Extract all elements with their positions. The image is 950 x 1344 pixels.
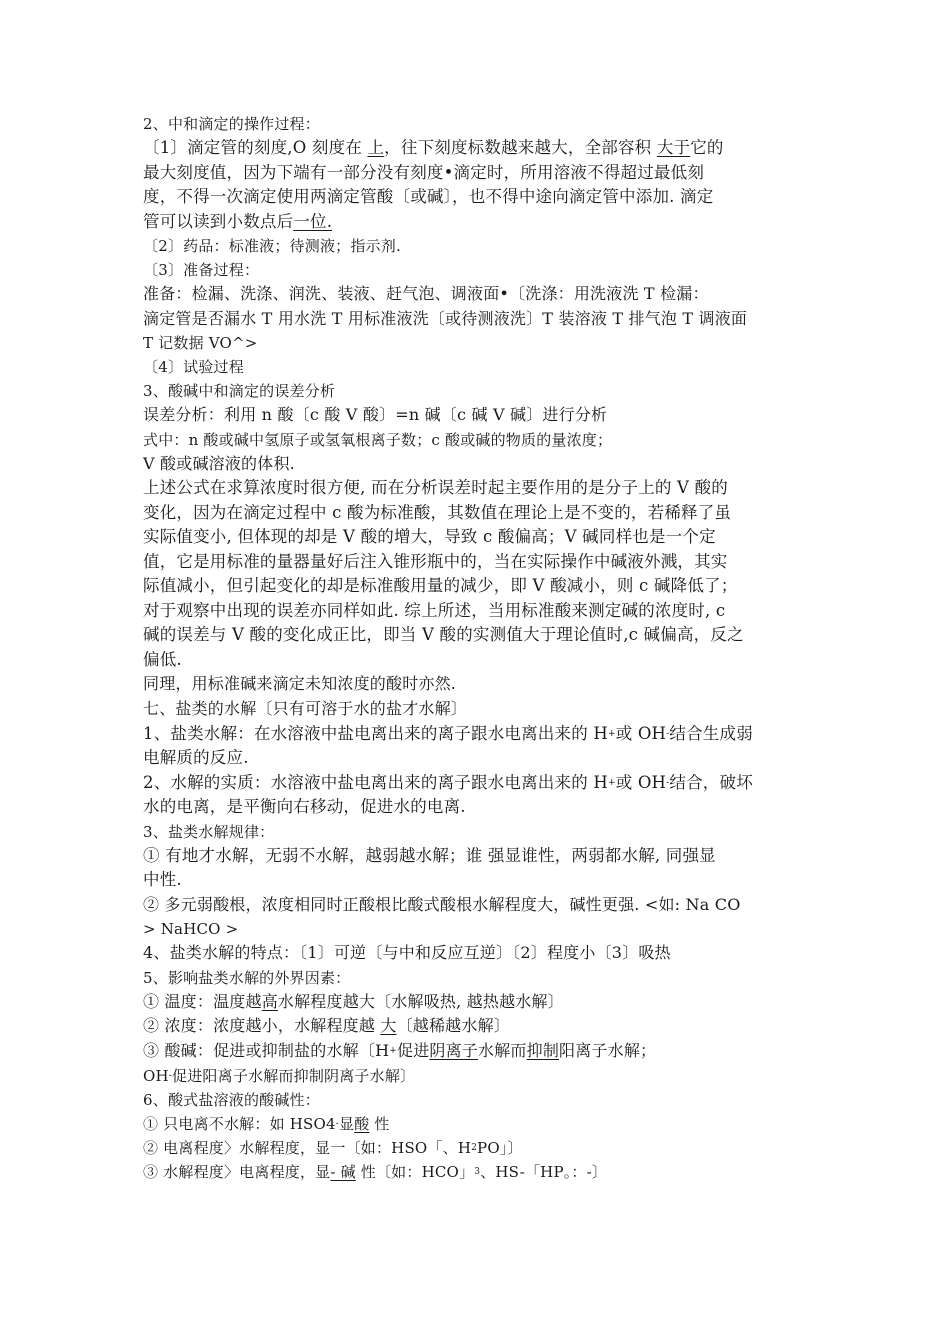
- text-line: [143, 258, 823, 282]
- text-line: [143, 1136, 823, 1160]
- text-segment: 值，它是用标准的量器量好后注入锥形瓶中的，当在实际操作中碱液外溅，其实: [143, 551, 728, 571]
- text-segment: 促进阳离子水解而抑制阴离子水解〕: [172, 1066, 416, 1085]
- text-segment: V 酸或碱溶液的体积.: [143, 453, 295, 473]
- text-line: [143, 379, 823, 403]
- text-segment: 显: [339, 1114, 355, 1133]
- text-segment: 误差分析：利用 n 酸〔c 酸 V 酸〕=n 碱〔c 碱 V 碱〕进行分析: [143, 405, 608, 425]
- text-segment: 偏低.: [143, 649, 182, 669]
- text-segment: 际值减小，但引起变化的却是标准酸用量的减少，即 V 酸减小，则 c 碱降低了；: [143, 576, 738, 596]
- text-line: [143, 161, 823, 186]
- text-segment: 同理，用标准碱来滴定未知浓度的酸时亦然.: [143, 674, 457, 694]
- text-line: [143, 746, 823, 771]
- text-segment: 它的: [690, 138, 724, 157]
- text-line: [143, 1014, 823, 1039]
- text-segment: 变化，因为在滴定过程中 c 酸为标准酸，其数值在理论上是不变的，若稀释了虽: [143, 502, 732, 522]
- text-segment: 2、中和滴定的操作过程：: [143, 115, 320, 133]
- text-line: [143, 282, 823, 307]
- text-line: [143, 210, 823, 235]
- text-line: [143, 648, 823, 673]
- superscript: 3: [474, 1166, 481, 1177]
- text-segment: OH: [143, 1066, 169, 1085]
- text-segment: ① 温度：温度越: [143, 991, 262, 1011]
- text-line: [143, 403, 823, 428]
- text-line: [143, 331, 823, 355]
- text-segment: 上述公式在求算浓度时很方便, 而在分析误差时起主要作用的是分子上的 V 酸的: [143, 478, 728, 498]
- text-line: [143, 771, 823, 796]
- text-segment: T 记数据 VO^>: [143, 334, 258, 353]
- text-segment: 〔4〕试验过程: [143, 358, 244, 377]
- text-segment: ，往下刻度标数越来越大，全部容积: [384, 138, 657, 157]
- underlined-answer: - 碱: [330, 1162, 356, 1181]
- text-segment: 5、影响盐类水解的外界因素：: [143, 968, 351, 987]
- text-line: [143, 1112, 823, 1136]
- text-line: [143, 868, 823, 893]
- text-segment: 度，不得一次滴定使用两滴定管酸〔或碱〕，也不得中途向滴定管中添加. 滴定: [143, 187, 714, 206]
- superscript: +: [607, 728, 616, 739]
- underlined-answer: 上: [367, 138, 385, 157]
- text-segment: 水解程度越大〔水解吸热, 越热越水解〕: [277, 991, 564, 1011]
- text-line: [143, 893, 823, 918]
- text-segment: 七、盐类的水解〔只有可溶于水的盐才水解〕: [143, 698, 468, 718]
- text-segment: > NaHCO >: [143, 920, 239, 939]
- text-line: [143, 476, 823, 501]
- superscript: -: [666, 777, 670, 788]
- superscript: -: [168, 1070, 173, 1081]
- text-segment: 〔1〕滴定管的刻度,O 刻度在: [143, 138, 368, 157]
- text-segment: 中性.: [143, 870, 182, 890]
- text-segment: 最大刻度值，因为下端有一部分没有刻度•滴定时，所用溶液不得超过最低刻: [143, 162, 705, 182]
- text-line: [143, 672, 823, 697]
- text-segment: PO」〕: [477, 1138, 523, 1157]
- text-segment: 准备：检漏、洗涤、润洗、装液、赶气泡、调液面•〔洗涤：用洗液洗 T 检漏：: [143, 284, 709, 303]
- text-line: [143, 1088, 823, 1112]
- text-line: [143, 452, 823, 477]
- text-line: [143, 917, 823, 941]
- text-segment: 〔3〕准备过程：: [143, 261, 260, 279]
- text-segment: 对于观察中出现的误差亦同样如此. 综上所述，当用标准酸来测定碱的浓度时, c: [143, 600, 726, 620]
- text-line: [143, 307, 823, 332]
- text-line: [143, 697, 823, 722]
- text-segment: 3、盐类水解规律：: [143, 822, 275, 841]
- text-line: [143, 136, 823, 161]
- text-segment: ③ 酸碱：促进或抑制盐的水解〔H: [143, 1040, 390, 1060]
- text-segment: 水解而: [478, 1040, 527, 1060]
- text-segment: 阳离子水解；: [559, 1040, 657, 1060]
- text-line: [143, 990, 823, 1015]
- text-segment: 或 OH: [615, 772, 667, 792]
- text-segment: 结合生成弱: [669, 723, 753, 743]
- text-segment: 1、盐类水解：在水溶液中盐电离出来的离子跟水电离出来的 H: [143, 723, 608, 743]
- text-segment: 式中：n 酸或碱中氢原子或氢氧根离子数；c 酸或碱的物质的量浓度；: [143, 430, 613, 449]
- document-body: [143, 112, 823, 1184]
- text-line: [143, 795, 823, 820]
- text-segment: 6、酸式盐溶液的酸碱性：: [143, 1090, 320, 1109]
- text-line: [143, 1039, 823, 1064]
- text-line: [143, 355, 823, 379]
- underlined-answer: 一位.: [293, 211, 333, 231]
- text-line: [143, 966, 823, 990]
- text-segment: 4、盐类水解的特点：〔1〕可逆〔与中和反应互逆〕〔2〕程度小〔3〕吸热: [143, 943, 671, 963]
- text-line: [143, 428, 823, 452]
- text-line: [143, 599, 823, 624]
- text-segment: ① 有地才水解，无弱不水解，越弱越水解；谁 强显谁性，两弱都水解, 同强显: [143, 845, 716, 865]
- text-line: [143, 501, 823, 526]
- underlined-answer: 大: [380, 1016, 397, 1036]
- text-line: [143, 1160, 823, 1184]
- text-line: [143, 574, 823, 599]
- superscript: -: [666, 728, 670, 739]
- text-segment: 管可以读到小数点后: [143, 211, 294, 231]
- underlined-answer: 阴离子: [429, 1040, 479, 1060]
- text-segment: ③ 水解程度〉电离程度，显: [143, 1162, 331, 1181]
- underlined-answer: 大于: [656, 138, 691, 157]
- text-segment: ① 只电离不水解：如 HSO4: [143, 1114, 336, 1133]
- underlined-answer: 高: [261, 991, 278, 1011]
- superscript: -: [335, 1118, 339, 1129]
- text-line: [143, 722, 823, 747]
- text-line: [143, 844, 823, 869]
- superscript: +: [607, 777, 616, 788]
- text-segment: 实际值变小, 但体现的却是 V 酸的增大，导致 c 酸偏高；V 碱同样也是一个定: [143, 527, 716, 547]
- text-line: [143, 112, 823, 136]
- text-segment: 〔越稀越水解〕: [396, 1016, 510, 1036]
- text-segment: 滴定管是否漏水 T 用水洗 T 用标准液洗〔或待测液洗〕T 装溶液 T 排气泡 T 调液面: [143, 308, 748, 328]
- text-segment: ② 浓度：浓度越小，水解程度越: [143, 1016, 381, 1036]
- text-segment: 2、水解的实质：水溶液中盐电离出来的离子跟水电离出来的 H: [143, 772, 608, 792]
- text-line: [143, 623, 823, 648]
- text-segment: 碱的误差与 V 酸的变化成正比，即当 V 酸的实测值大于理论值时,c 碱偏高，反之: [143, 625, 744, 645]
- text-segment: 性: [369, 1114, 390, 1133]
- text-line: [143, 234, 823, 258]
- text-segment: 〔2〕药品：标准液；待测液；指示剂.: [143, 237, 401, 255]
- text-line: [143, 525, 823, 550]
- text-segment: 电解质的反应.: [143, 748, 249, 768]
- text-segment: 水的电离，是平衡向右移动，促进水的电离.: [143, 797, 466, 817]
- underlined-answer: 抑制: [526, 1040, 560, 1060]
- superscript: +: [389, 1045, 397, 1056]
- text-line: [143, 1064, 823, 1088]
- text-segment: 促进: [397, 1040, 430, 1060]
- text-segment: 3、酸碱中和滴定的误差分析: [143, 382, 336, 401]
- text-line: [143, 550, 823, 575]
- superscript: 2: [471, 1142, 478, 1153]
- text-line: [143, 820, 823, 844]
- text-segment: 结合，破坏: [669, 772, 753, 792]
- text-segment: 或 OH: [615, 723, 667, 743]
- text-segment: 、HS-「HP。：-〕: [480, 1162, 608, 1181]
- text-line: [143, 185, 823, 210]
- text-segment: ② 多元弱酸根，浓度相同时正酸根比酸式酸根水解程度大，碱性更强. <如: Na CO: [143, 894, 741, 914]
- text-line: [143, 941, 823, 966]
- underlined-answer: 酸: [354, 1114, 370, 1133]
- text-segment: ② 电离程度〉水解程度，显一〔如：HSO「、H: [143, 1138, 472, 1157]
- text-segment: 性〔如：HCO」: [355, 1162, 475, 1181]
